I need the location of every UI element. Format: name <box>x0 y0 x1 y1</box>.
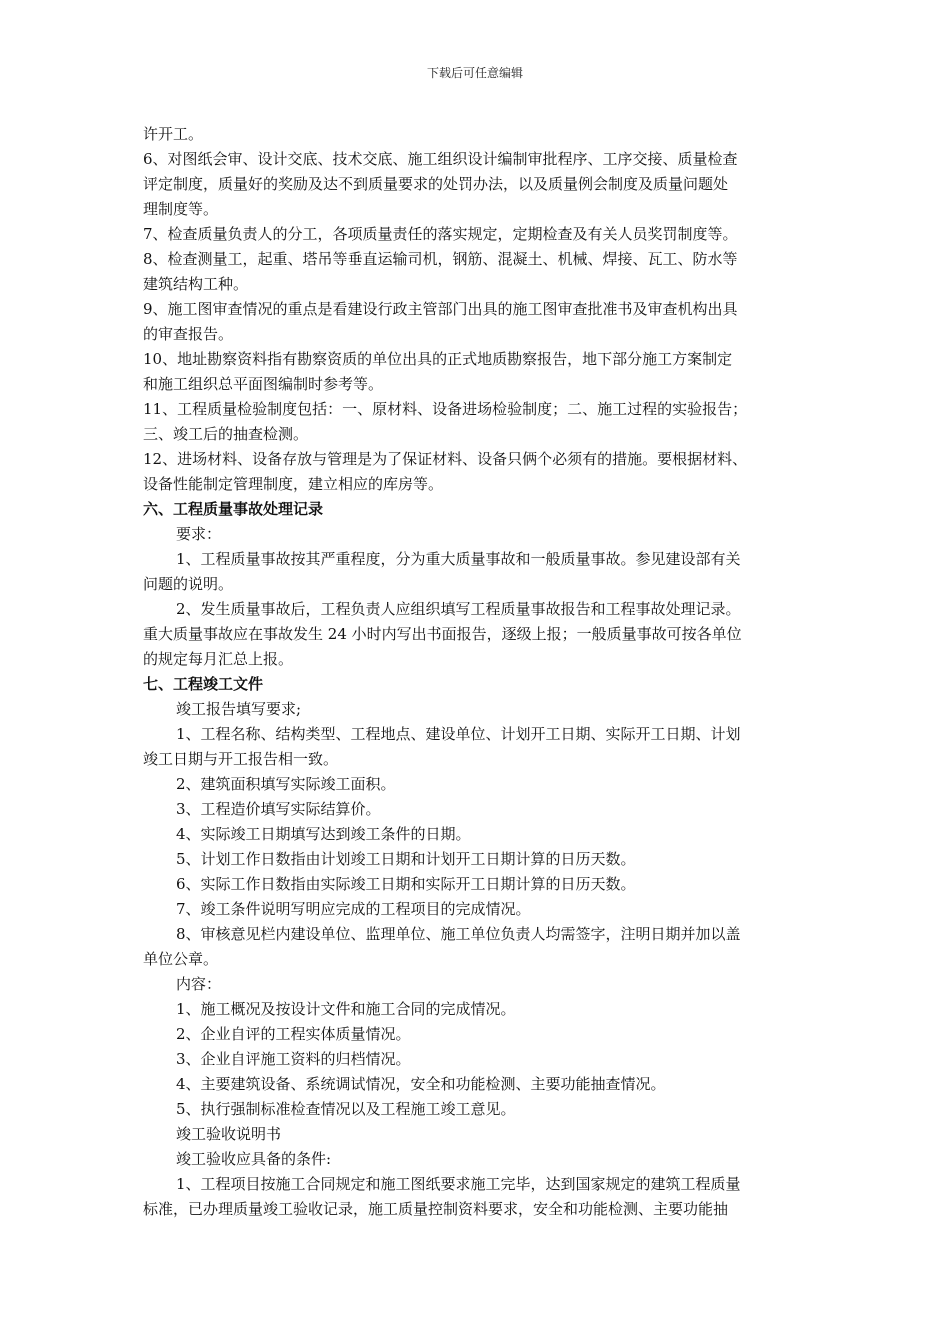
section-heading: 七、工程竣工文件 <box>143 675 264 693</box>
text-line: 9、施工图审查情况的重点是看建设行政主管部门出具的施工图审查批准书及审查机构出具 <box>143 300 738 318</box>
text-line: 2、建筑面积填写实际竣工面积。 <box>176 775 396 793</box>
text-line: 竣工验收应具备的条件: <box>176 1150 332 1168</box>
text-line: 1、工程质量事故按其严重程度，分为重大质量事故和一般质量事故。参见建设部有关 <box>176 550 741 568</box>
text-line: 三、竣工后的抽查检测。 <box>143 425 309 443</box>
text-line: 重大质量事故应在事故发生 24 小时内写出书面报告，逐级上报；一般质量事故可按各单位 <box>143 625 742 643</box>
text-line: 3、企业自评施工资料的归档情况。 <box>176 1050 411 1068</box>
text-line: 6、实际工作日数指由实际竣工日期和实际开工日期计算的日历天数。 <box>176 875 636 893</box>
text-line: 5、执行强制标准检查情况以及工程施工竣工意见。 <box>176 1100 516 1118</box>
text-line: 标准，已办理质量竣工验收记录，施工质量控制资料要求，安全和功能检测、主要功能抽 <box>143 1200 729 1218</box>
text-line: 7、竣工条件说明写明应完成的工程项目的完成情况。 <box>176 900 531 918</box>
text-line: 7、检查质量负责人的分工，各项质量责任的落实规定，定期检查及有关人员奖罚制度等。 <box>143 225 738 243</box>
text-line: 5、计划工作日数指由计划竣工日期和计划开工日期计算的日历天数。 <box>176 850 636 868</box>
text-line: 竣工验收说明书 <box>176 1125 282 1143</box>
text-line: 3、工程造价填写实际结算价。 <box>176 800 381 818</box>
page-header: 下载后可任意编辑 <box>426 66 523 80</box>
text-line: 10、地址勘察资料指有勘察资质的单位出具的正式地质勘察报告，地下部分施工方案制定 <box>143 350 733 368</box>
text-line: 许开工。 <box>143 125 204 143</box>
text-line: 4、主要建筑设备、系统调试情况，安全和功能检测、主要功能抽查情况。 <box>176 1075 666 1093</box>
document-body <box>143 122 818 1222</box>
text-line: 的规定每月汇总上报。 <box>143 650 294 668</box>
text-line: 设备性能制定管理制度，建立相应的库房等。 <box>143 475 444 493</box>
text-line: 4、实际竣工日期填写达到竣工条件的日期。 <box>176 825 471 843</box>
section-heading: 六、工程质量事故处理记录 <box>143 500 324 518</box>
text-line: 要求： <box>176 525 222 543</box>
text-line: 1、施工概况及按设计文件和施工合同的完成情况。 <box>176 1000 516 1018</box>
text-line: 理制度等。 <box>143 200 219 218</box>
text-line: 2、发生质量事故后，工程负责人应组织填写工程质量事故报告和工程事故处理记录。 <box>176 600 741 618</box>
text-line: 竣工日期与开工报告相一致。 <box>143 750 339 768</box>
text-line: 2、企业自评的工程实体质量情况。 <box>176 1025 411 1043</box>
text-line: 8、检查测量工，起重、塔吊等垂直运输司机，钢筋、混凝土、机械、焊接、瓦工、防水等 <box>143 250 738 268</box>
text-line: 建筑结构工种。 <box>143 275 249 293</box>
text-line: 评定制度，质量好的奖励及达不到质量要求的处罚办法，以及质量例会制度及质量问题处 <box>143 175 729 193</box>
text-line: 单位公章。 <box>143 950 219 968</box>
text-line: 6、对图纸会审、设计交底、技术交底、施工组织设计编制审批程序、工序交接、质量检查 <box>143 150 738 168</box>
text-line: 1、工程项目按施工合同规定和施工图纸要求施工完毕，达到国家规定的建筑工程质量 <box>176 1175 741 1193</box>
text-line: 问题的说明。 <box>143 575 234 593</box>
text-line: 竣工报告填写要求; <box>176 700 302 718</box>
text-line: 1、工程名称、结构类型、工程地点、建设单位、计划开工日期、实际开工日期、计划 <box>176 725 741 743</box>
text-line: 12、进场材料、设备存放与管理是为了保证材料、设备只俩个必须有的措施。要根据材料、 <box>143 450 748 468</box>
text-line: 的审查报告。 <box>143 325 234 343</box>
text-line: 8、审核意见栏内建设单位、监理单位、施工单位负责人均需签字，注明日期并加以盖 <box>176 925 741 943</box>
text-line: 和施工组织总平面图编制时参考等。 <box>143 375 384 393</box>
text-line: 11、工程质量检验制度包括：一、原材料、设备进场检验制度；二、施工过程的实验报告； <box>143 400 748 418</box>
text-line: 内容： <box>176 975 222 993</box>
